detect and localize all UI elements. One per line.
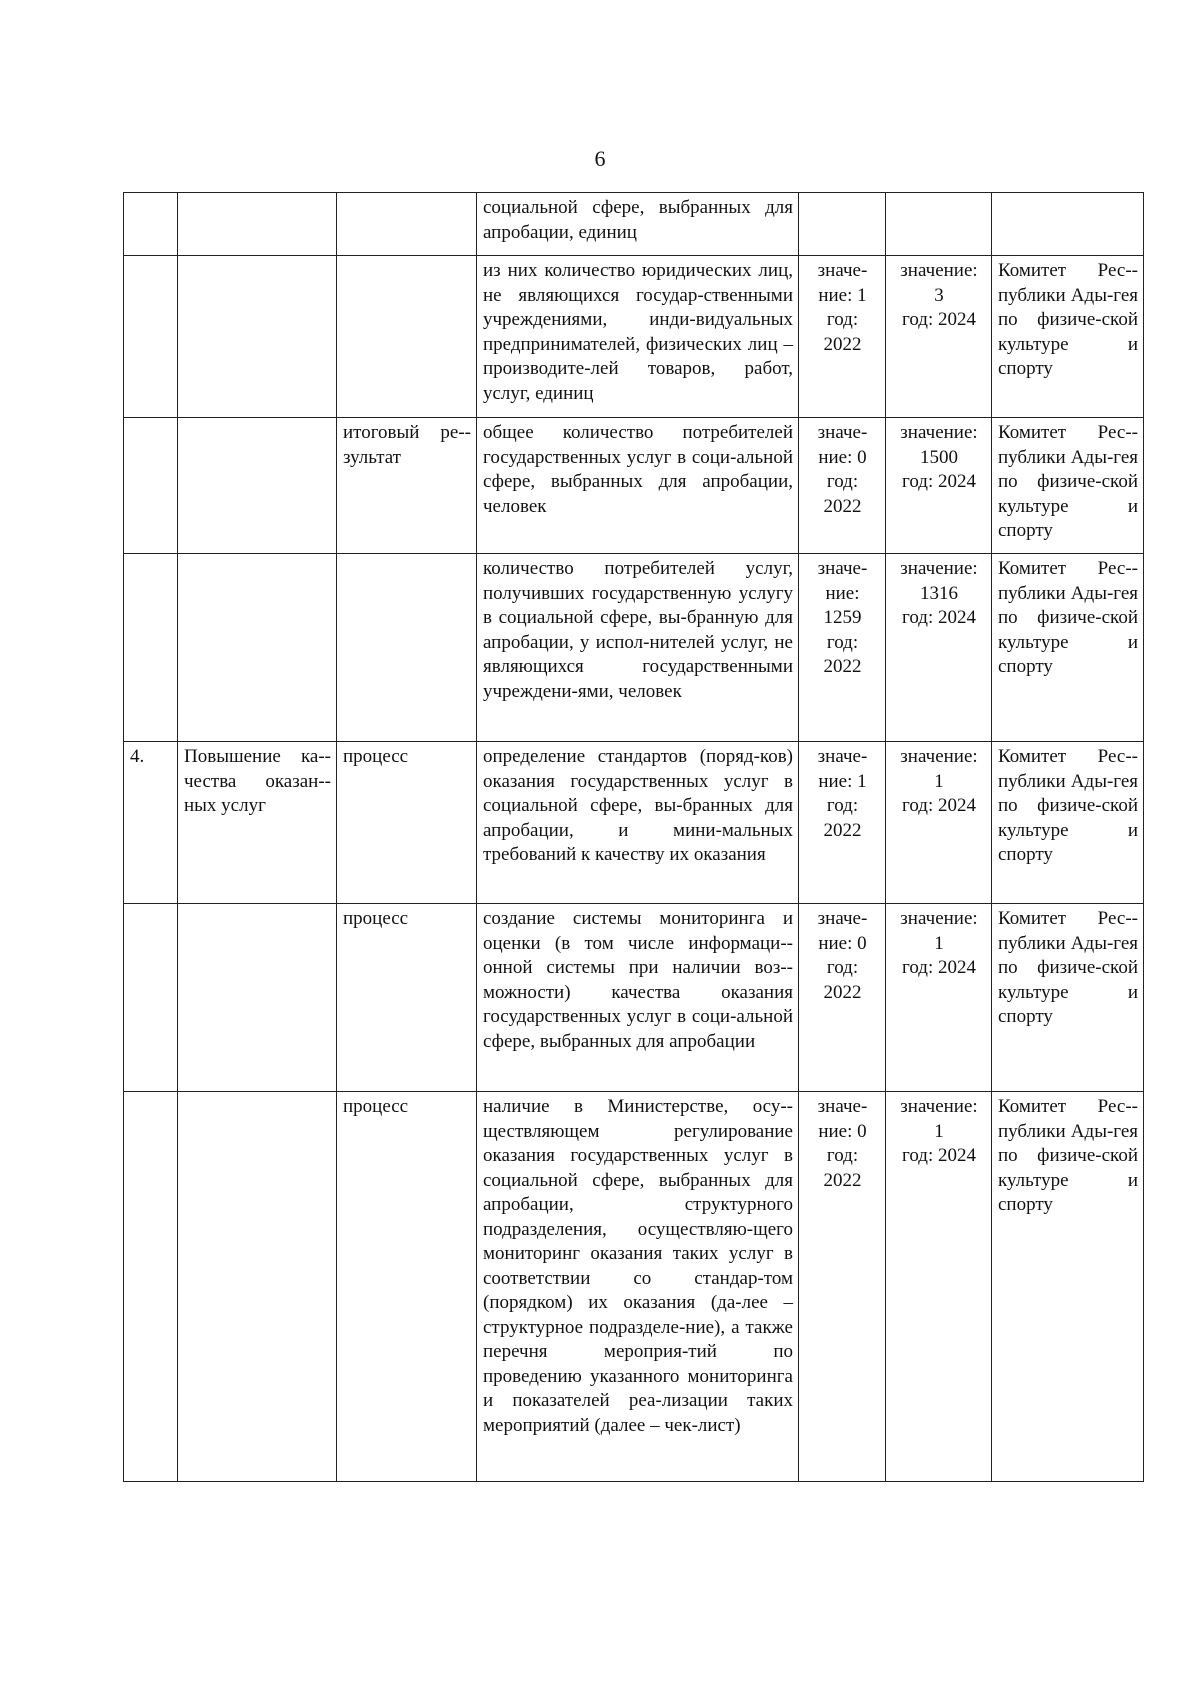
table-row: [124, 256, 1144, 418]
table-row: [124, 742, 1144, 904]
result-type-cell: процесс: [337, 1092, 477, 1482]
page-number: 6: [594, 146, 606, 171]
responsible-cell: Комитет Рес-публики Ады-гея по физиче-ской культуре и спорту: [992, 554, 1144, 742]
indicator-cell: социальной сфере, выбранных для апробации, единиц: [477, 193, 799, 256]
task-cell: [178, 904, 337, 1092]
indicator-cell: определение стандартов (поряд-ков) оказания государственных услуг в социальной сфере, вы-бранных для апробации, и мини-мальных требований к качеству их оказания: [477, 742, 799, 904]
row-number: [124, 1092, 178, 1482]
row-number: [124, 554, 178, 742]
base-value-cell: значе- ние: 0 год: 2022: [799, 1092, 886, 1482]
indicator-cell: создание системы мониторинга и оценки (в том числе информаци-онной системы при наличии воз-можности) качества оказания государственных услуг в соци-альной сфере, выбранных для апробации: [477, 904, 799, 1092]
target-value-cell: значение: 1 год: 2024: [886, 904, 992, 1092]
base-value-cell: [799, 193, 886, 256]
indicators-table: [123, 192, 1144, 1482]
table-row: [124, 904, 1144, 1092]
target-value-cell: значение: 1 год: 2024: [886, 1092, 992, 1482]
result-type-cell: [337, 256, 477, 418]
table-row: [124, 193, 1144, 256]
responsible-cell: Комитет Рес-публики Ады-гея по физиче-ской культуре и спорту: [992, 742, 1144, 904]
indicator-cell: количество потребителей услуг, получивших государственную услугу в социальной сфере, вы-бранную для апробации, у испол-нителей услуг, не являющихся государственными учреждени-ями, человек: [477, 554, 799, 742]
base-value-cell: значе- ние: 1259 год: 2022: [799, 554, 886, 742]
indicator-cell: общее количество потребителей государственных услуг в соци-альной сфере, выбранных для апробации, человек: [477, 418, 799, 554]
target-value-cell: значение: 1500 год: 2024: [886, 418, 992, 554]
row-number: 4.: [124, 742, 178, 904]
task-cell: [178, 256, 337, 418]
base-value-cell: значе- ние: 0 год: 2022: [799, 418, 886, 554]
responsible-cell: Комитет Рес-публики Ады-гея по физиче-ской культуре и спорту: [992, 904, 1144, 1092]
result-type-cell: [337, 554, 477, 742]
task-cell: [178, 418, 337, 554]
result-type-cell: процесс: [337, 742, 477, 904]
result-type-cell: итоговый ре-зультат: [337, 418, 477, 554]
responsible-cell: Комитет Рес-публики Ады-гея по физиче-ской культуре и спорту: [992, 418, 1144, 554]
result-type-cell: процесс: [337, 904, 477, 1092]
row-number: [124, 904, 178, 1092]
task-cell: [178, 1092, 337, 1482]
task-cell: [178, 193, 337, 256]
base-value-cell: значе- ние: 0 год: 2022: [799, 904, 886, 1092]
task-cell: Повышение ка-чества оказан-ных услуг: [178, 742, 337, 904]
target-value-cell: значение: 1 год: 2024: [886, 742, 992, 904]
table-row: [124, 554, 1144, 742]
table-row: [124, 1092, 1144, 1482]
base-value-cell: значе- ние: 1 год: 2022: [799, 742, 886, 904]
base-value-cell: значе- ние: 1 год: 2022: [799, 256, 886, 418]
responsible-cell: Комитет Рес-публики Ады-гея по физиче-ской культуре и спорту: [992, 256, 1144, 418]
row-number: [124, 418, 178, 554]
row-number: [124, 256, 178, 418]
target-value-cell: значение: 1316 год: 2024: [886, 554, 992, 742]
target-value-cell: [886, 193, 992, 256]
responsible-cell: [992, 193, 1144, 256]
table-row: [124, 418, 1144, 554]
target-value-cell: значение: 3 год: 2024: [886, 256, 992, 418]
indicator-cell: из них количество юридических лиц, не являющихся государ-ственными учреждениями, инди-видуальных предпринимателей, физических лиц – производите-лей товаров, работ, услуг, единиц: [477, 256, 799, 418]
row-number: [124, 193, 178, 256]
result-type-cell: [337, 193, 477, 256]
task-cell: [178, 554, 337, 742]
responsible-cell: Комитет Рес-публики Ады-гея по физиче-ской культуре и спорту: [992, 1092, 1144, 1482]
indicator-cell: наличие в Министерстве, осу-ществляющем регулирование оказания государственных услуг в социальной сфере, выбранных для апробации, структурного подразделения, осуществляю-щего мониторинг оказания таких услуг в соответствии со стандар-том (порядком) их оказания (да-лее – структурное подразделе-ние), а также перечня мероприя-тий по проведению указанного мониторинга и показателей реа-лизации таких мероприятий (далее – чек-лист): [477, 1092, 799, 1482]
